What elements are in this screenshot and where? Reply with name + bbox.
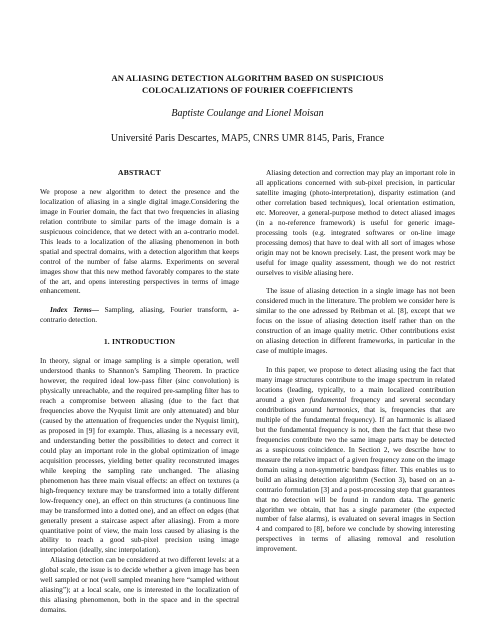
intro-paragraph-5-emphasis-1: fundamental <box>309 395 347 405</box>
abstract-heading: ABSTRACT <box>118 168 161 177</box>
intro-paragraph-5-emphasis-2: harmonics <box>326 404 358 414</box>
left-column <box>40 168 239 615</box>
intro-paragraph-2: Aliasing detection can be considered at two different levels: at a global scale, the issue is to decide whether a given image has been well sampled or not (well sampled meaning here “sampled without aliasing”); at a local scale, one is interested in the localization of this aliasing phenomenon, both in the space and in the spectral domains. <box>40 555 239 615</box>
index-terms-label: Index Terms— <box>50 305 99 315</box>
title-line-1: AN ALIASING DETECTION ALGORITHM BASED ON SUSPICIOUS <box>111 73 384 83</box>
intro-paragraph-3-end: aliasing here. <box>312 267 354 277</box>
intro-paragraph-5-part-c: , that is, frequencies that are multiple of the fundamental frequency). If an harmonic is aliased but the fundamental frequency is not, then the fact that these two frequencies contribute two the same image parts may be detected as a suspicuous coincidence. In Section 2, we describe how to measure the relative impact of a given frequency zone on the image domain using a non-symmetric bandpass filter. This enables us to build an aliasing detection algorithm (Section 3), based on an a-contrario formulation [3] and a post-processing step that guarantees that no detection will be found in random data. The generic algorithm we obtain, that has a single parameter (the expected number of false alarms), is evaluated on several images in Section 4 and compared to [8], before we conclude by showing interesting perspectives in terms of aliasing removal and resolution improvement. <box>256 404 455 554</box>
introduction-heading: 1. INTRODUCTION <box>103 337 176 347</box>
intro-paragraph-5-part-a: In this paper, we propose to detect aliasing using the fact that many image structures contribute to the image spectrum in related locations (leading, typically, to a main localized contribution around a given <box>256 365 455 405</box>
intro-paragraph-1: In theory, signal or image sampling is a simple operation, well understood thanks to Shannon’s Sampling Theorem. In practice however, the required ideal low-pass filter (sinc convolution) is physically unreachable, and the required pre-sampling filter has to reach a compromise between aliasing (due to the fact that frequencies above the Nyquist limit are only attenuated) and blur (caused by the attenuation of frequencies under the Nyquist limit), as proposed in [9] for example. Thus, aliasing is a necessary evil, and understanding better the possibilities to detect and correct it could play an important role in the global optimization of image acquisition processes, yielding better quality reconstruted images while keeping the sampling rate unchanged. The aliasing phenomenon has three main visual effects: an effect on textures (a high-frequency texture may be transformed into a totally different low-frequency one), an effect on thin structures (a continuous line may be transformed into a dotted one), and an effect on edges (that generally present a staircase aspect after aliasing). From a more quantitative point of view, the main loss caused by aliasing is the ability to reach a good sub-pixel precision using image interpolation (ideally, sinc interpolation). <box>40 356 239 555</box>
title-line-2: COLOCALIZATIONS OF FOURIER COEFFICIENTS <box>142 85 353 95</box>
right-column <box>256 168 455 554</box>
index-terms <box>40 305 239 325</box>
intro-paragraph-5 <box>256 365 455 554</box>
abstract-text: We propose a new algorithm to detect the presence and the localization of aliasing in a single digital image.Considering the image in Fourier domain, the fact that two frequencies in aliasing relation contribute to similar parts of the image domain is a suspicuous coincidence, that we detect with an a-contrario model. This leads to a localization of the aliasing phenomenon in both spatial and spectral domains, with a detection algorithm that keeps control of the number of false alarms. Experiments on several images show that this new method favorably compares to the state of the art, and opens interesting perspectives in terms of image enhancement. <box>40 186 239 296</box>
affiliation: Université Paris Descartes, MAP5, CNRS UMR 8145, Paris, France <box>110 133 385 144</box>
authors: Baptiste Coulange and Lionel Moisan <box>171 108 324 119</box>
intro-paragraph-3-emphasis: visible <box>293 267 313 277</box>
intro-paragraph-5-part-b: frequency and several secondary condributions around <box>256 395 455 414</box>
paper-title <box>40 72 455 96</box>
intro-paragraph-3-text: Aliasing detection and correction may play an important role in all applications concerned with sub-pixel precision, in particular satellite imaging (photo-interpretation), disparity estimation (and other correlation based techniques), local orientation estimation, etc. Moreover, a general-purpose method to detect aliased images (in a no-reference framework) is useful for generic image-processing tools (e.g. integrated softwares or on-line image processing demos) that have to deal with all sort of images whose origin may not be known precisely. Last, the present work may be useful for image quality assessment, though we do not restrict ourselves to <box>256 168 455 277</box>
intro-paragraph-4: The issue of aliasing detection in a single image has not been considered much in the litterature. The problem we consider here is similar to the one adressed by Reibman et al. [8], except that we focus on the issue of aliasing detection itself rather than on the construction of an image quality metric. Other contributions exist on aliasing detection in different frameworks, in particular in the case of multiple images. <box>256 286 455 356</box>
intro-paragraph-3 <box>256 168 455 277</box>
index-terms-text: Sampling, aliasing, Fourier transform, a-contrario detection. <box>40 305 239 325</box>
